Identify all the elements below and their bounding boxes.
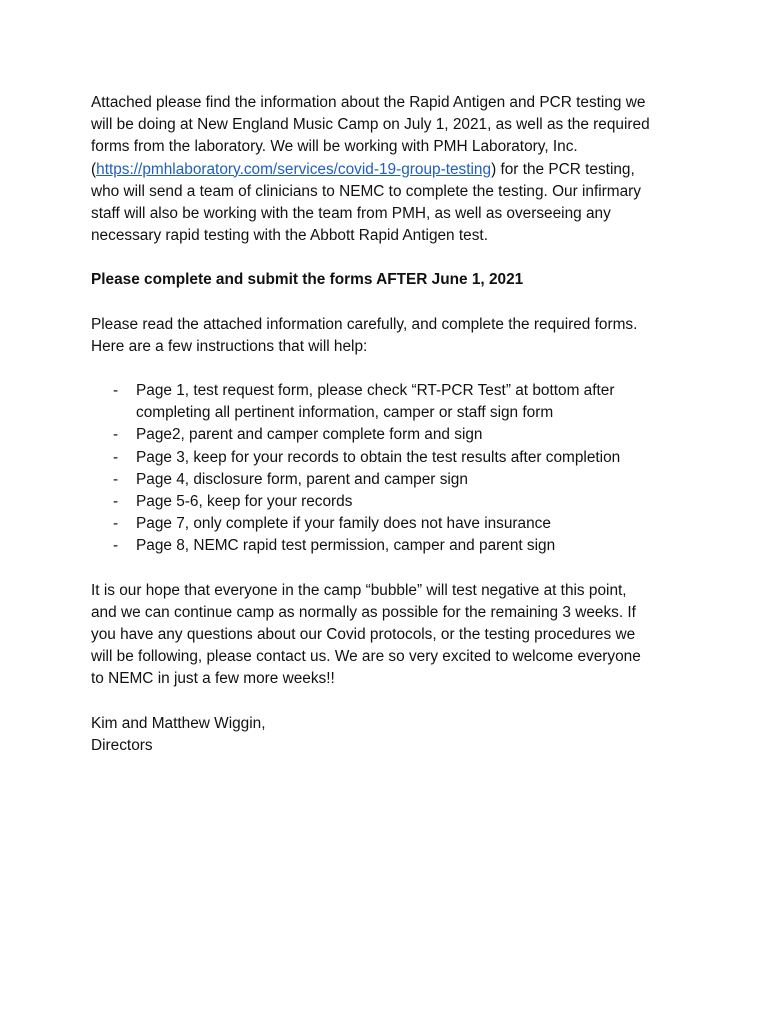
closing-line: and we can continue camp as normally as possible for the remaining 3 weeks. If (91, 603, 636, 621)
list-dash: - (113, 493, 119, 511)
list-item-text: Page 7, only complete if your family does not have insurance (136, 515, 551, 533)
intro-line: forms from the laboratory. We will be working with PMH Laboratory, Inc. (91, 138, 578, 156)
list-item-text: Page 1, test request form, please check “RT-PCR Test” at bottom after (136, 382, 615, 400)
intro-line: will be doing at New England Music Camp on July 1, 2021, as well as the required (91, 116, 650, 134)
list-item-text: Page 3, keep for your records to obtain the test results after completion (136, 448, 621, 466)
list-dash: - (113, 426, 119, 444)
intro-line: who will send a team of clinicians to NEMC to complete the testing. Our infirmary (91, 182, 642, 200)
list-item (91, 491, 691, 513)
list-item (91, 535, 691, 557)
intro-paragraph (91, 92, 691, 247)
paren-close-text: ) for the PCR testing, (491, 160, 635, 178)
paragraph-gap (91, 292, 691, 314)
list-dash: - (113, 382, 119, 400)
list-item (91, 469, 691, 491)
list-dash: - (113, 448, 119, 466)
closing-line: you have any questions about our Covid protocols, or the testing procedures we (91, 626, 636, 644)
paren-open: ( (91, 160, 97, 178)
list-item-text: Page 8, NEMC rapid test permission, camper and parent sign (136, 537, 556, 555)
list-dash: - (113, 537, 119, 555)
closing-line: to NEMC in just a few more weeks!! (91, 670, 335, 688)
list-item (91, 380, 691, 424)
submission-heading: Please complete and submit the forms AFTER June 1, 2021 (91, 271, 524, 289)
closing-paragraph (91, 580, 691, 691)
list-item (91, 513, 691, 535)
letter-page (91, 92, 691, 757)
signature-block (91, 713, 691, 757)
list-item-text: Page 5-6, keep for your records (136, 493, 353, 511)
intro-line: Attached please find the information about the Rapid Antigen and PCR testing we (91, 94, 646, 111)
signature-names: Kim and Matthew Wiggin, (91, 714, 266, 732)
intro-line-with-link (91, 159, 691, 181)
instructions-line: Here are a few instructions that will help: (91, 337, 368, 355)
instructions-paragraph (91, 314, 691, 358)
paragraph-gap (91, 558, 691, 580)
intro-line: staff will also be working with the team from PMH, as well as overseeing any (91, 205, 611, 223)
paragraph-gap (91, 358, 691, 380)
closing-line: It is our hope that everyone in the camp “bubble” will test negative at this point, (91, 581, 627, 599)
paragraph-gap (91, 691, 691, 713)
list-dash: - (113, 470, 119, 488)
list-item (91, 424, 691, 446)
pmh-laboratory-link[interactable]: https://pmhlaboratory.com/services/covid-19-group-testing (96, 160, 492, 178)
list-dash: - (113, 515, 119, 533)
paragraph-gap (91, 247, 691, 269)
list-item-text: completing all pertinent information, camper or staff sign form (136, 404, 554, 422)
signature-title: Directors (91, 736, 153, 754)
list-item-text: Page 4, disclosure form, parent and camper sign (136, 470, 468, 488)
list-item-text: Page2, parent and camper complete form and sign (136, 426, 483, 444)
instructions-line: Please read the attached information carefully, and complete the required forms. (91, 315, 638, 333)
list-item (91, 447, 691, 469)
intro-line: necessary rapid testing with the Abbott Rapid Antigen test. (91, 227, 488, 245)
closing-line: will be following, please contact us. We are so very excited to welcome everyone (91, 648, 641, 666)
form-instructions-list (91, 380, 691, 558)
